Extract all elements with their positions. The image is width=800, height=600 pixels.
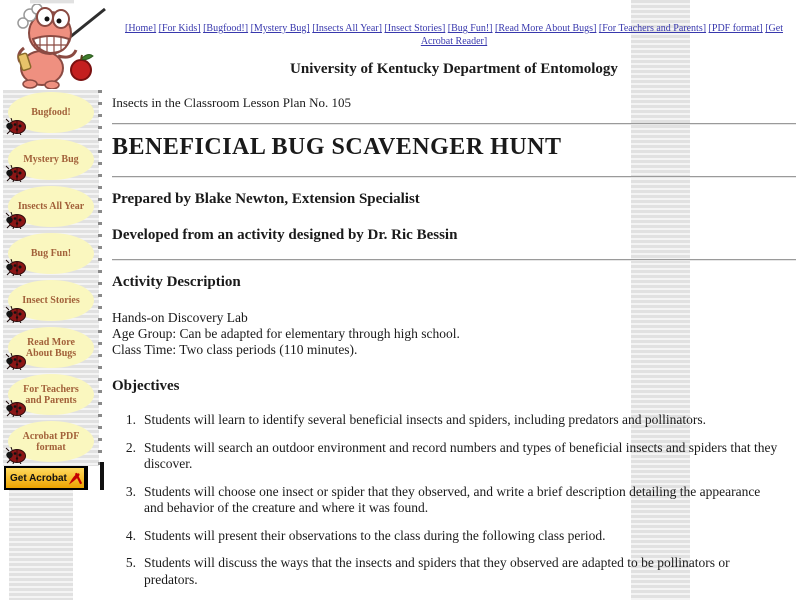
- activity-line: Age Group: Can be adapted for elementary through high school.: [112, 326, 460, 341]
- list-item: [112, 528, 796, 545]
- ladybug-icon: [5, 447, 27, 464]
- sidebar-button-mystery-bug[interactable]: [3, 137, 99, 182]
- divider: [112, 259, 796, 261]
- sidebar-button-bug-fun[interactable]: [3, 231, 99, 276]
- org-title: University of Kentucky Department of Entomology: [290, 61, 618, 77]
- nav-link-for-teachers-and-parents[interactable]: [For Teachers and Parents]: [598, 23, 707, 34]
- ladybug-icon: [5, 400, 27, 417]
- divider: [112, 123, 796, 125]
- nav-link-read-more-about-bugs[interactable]: [Read More About Bugs]: [495, 23, 597, 34]
- list-item-text: Students will learn to identify several beneficial insects and spiders, including predators and pollinators.: [144, 412, 706, 427]
- list-item: [112, 412, 796, 429]
- divider: [112, 176, 796, 178]
- nav-link-home[interactable]: [Home]: [125, 23, 157, 34]
- ladybug-icon: [5, 212, 27, 229]
- list-item: [112, 484, 796, 517]
- page-title: BENEFICIAL BUG SCAVENGER HUNT: [112, 134, 562, 160]
- byline-prepared-by: Prepared by Blake Newton, Extension Specialist: [112, 191, 420, 207]
- byline-developed-from: Developed from an activity designed by Dr. Ric Bessin: [112, 227, 458, 243]
- list-item-number: 3.: [125, 483, 136, 499]
- ladybug-icon: [5, 259, 27, 276]
- button-oval: Insect Stories: [8, 280, 94, 321]
- button-oval: Bug Fun!: [8, 233, 94, 274]
- nav-link-get-acrobat-reader[interactable]: [Get Acrobat Reader]: [420, 23, 783, 47]
- list-item-text: Students will choose one insect or spider that they observed, and write a brief description detailing the appearance and behavior of the creature and where it was found.: [144, 483, 761, 515]
- top-nav: [112, 0, 796, 48]
- sidebar-button-bugfood[interactable]: [3, 90, 99, 135]
- button-oval: Insects All Year: [8, 186, 94, 227]
- button-oval: Bugfood!: [8, 92, 94, 133]
- activity-line: Hands-on Discovery Lab: [112, 310, 248, 325]
- sidebar-button-read-more-about-bugs[interactable]: [3, 325, 99, 370]
- get-acrobat-label: Get Acrobat: [10, 472, 67, 484]
- list-item-text: Students will search an outdoor environment and record numbers and types of beneficial insects and spiders that they discover.: [144, 439, 778, 471]
- acrobat-logo-icon: [68, 471, 82, 486]
- list-item-number: 5.: [125, 555, 136, 570]
- border-tick: [100, 462, 104, 490]
- button-oval: For Teachers and Parents: [8, 374, 94, 415]
- objectives-list: [112, 412, 796, 588]
- perforation-edge: [98, 90, 102, 466]
- lesson-plan-number: Insects in the Classroom Lesson Plan No. 105: [112, 95, 352, 110]
- activity-description-heading: Activity Description: [112, 274, 241, 290]
- sidebar-button-acrobat-pdf-format[interactable]: [3, 419, 99, 464]
- activity-line: Class Time: Two class periods (110 minutes).: [112, 342, 358, 357]
- list-item-text: Students will present their observations to the class during the following class period.: [144, 527, 606, 543]
- nav-link-pdf-format[interactable]: [PDF format]: [708, 23, 763, 34]
- list-item: [112, 555, 796, 588]
- nav-link-insect-stories[interactable]: [Insect Stories]: [384, 23, 446, 34]
- get-acrobat-button[interactable]: [4, 466, 88, 490]
- list-item-number: 4.: [125, 527, 136, 543]
- ladybug-icon: [5, 306, 27, 323]
- background-stripe-bottom-left: [9, 488, 73, 600]
- main-content: [112, 0, 796, 599]
- list-item-number: 2.: [125, 439, 136, 455]
- sidebar: [3, 90, 99, 466]
- list-item-text: Students will discuss the ways that the insects and spiders that they observed are adapted to be pollinators or predators.: [144, 555, 730, 587]
- objectives-heading: Objectives: [112, 378, 180, 394]
- ladybug-icon: [5, 165, 27, 182]
- list-item: [112, 440, 796, 473]
- nav-link-bug-fun[interactable]: [Bug Fun!]: [447, 23, 493, 34]
- nav-link-mystery-bug[interactable]: [Mystery Bug]: [250, 23, 310, 34]
- sidebar-button-insect-stories[interactable]: [3, 278, 99, 323]
- ladybug-icon: [5, 353, 27, 370]
- nav-link-insects-all-year[interactable]: [Insects All Year]: [312, 23, 382, 34]
- button-oval: Mystery Bug: [8, 139, 94, 180]
- bug-teacher-cartoon: [0, 4, 110, 89]
- nav-link-bugfood[interactable]: [Bugfood!]: [203, 23, 249, 34]
- list-item-number: 1.: [125, 412, 136, 427]
- sidebar-button-for-teachers-and-parents[interactable]: [3, 372, 99, 417]
- activity-description-text: [112, 310, 796, 358]
- button-oval: Read More About Bugs: [8, 327, 94, 368]
- ladybug-icon: [5, 118, 27, 135]
- nav-link-for-kids[interactable]: [For Kids]: [158, 23, 201, 34]
- sidebar-button-insects-all-year[interactable]: [3, 184, 99, 229]
- button-oval: Acrobat PDF format: [8, 421, 94, 462]
